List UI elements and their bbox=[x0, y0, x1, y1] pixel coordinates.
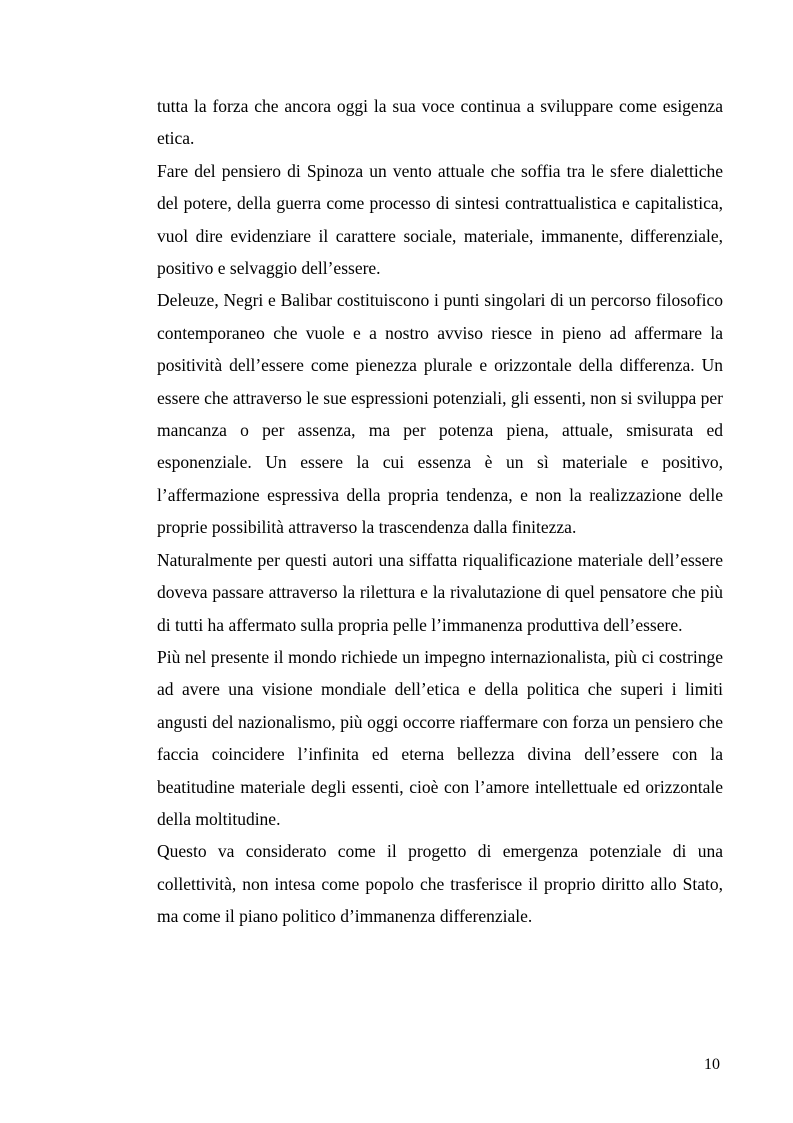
paragraph-3: Deleuze, Negri e Balibar costituiscono i punti singolari di un percorso filosofico contemporaneo che vuole e a nostro avviso riesce in pieno ad affermare la positività dell’essere come pienezza plurale e orizzontale della differenza. Un essere che attraverso le sue espressioni potenziali, gli essenti, non si sviluppa per mancanza o per assenza, ma per potenza piena, attuale, smisurata ed esponenziale. Un essere la cui essenza è un sì materiale e positivo, l’affermazione espressiva della propria tendenza, e non la realizzazione delle proprie possibilità attraverso la trascendenza dalla finitezza. bbox=[157, 290, 723, 538]
paragraph-4: Naturalmente per questi autori una siffatta riqualificazione materiale dell’essere doveva passare attraverso la rilettura e la rivalutazione di quel pensatore che più di tutti ha affermato sulla propria pelle l’immanenza produttiva dell’essere. bbox=[157, 549, 723, 635]
paragraph-1: tutta la forza che ancora oggi la sua voce continua a sviluppare come esigenza etica. bbox=[157, 96, 723, 149]
paragraph-6: Questo va considerato come il progetto di emergenza potenziale di una collettività, non intesa come popolo che trasferisce il proprio diritto allo Stato, ma come il piano politico d’immanenza differenziale. bbox=[157, 841, 723, 927]
body-text bbox=[157, 90, 723, 933]
paragraph-5: Più nel presente il mondo richiede un impegno internazionalista, più ci costringe ad avere una visione mondiale dell’etica e della politica che superi i limiti angusti del nazionalismo, più oggi occorre riaffermare con forza un pensiero che faccia coincidere l’infinita ed eterna bellezza divina dell’essere con la beatitudine materiale degli essenti, cioè con l’amore intellettuale ed orizzontale della moltitudine. bbox=[157, 646, 723, 829]
paragraph-2: Fare del pensiero di Spinoza un vento attuale che soffia tra le sfere dialettiche del potere, della guerra come processo di sintesi contrattualistica e capitalistica, vuol dire evidenziare il carattere sociale, materiale, immanente, differenziale, positivo e selvaggio dell’essere. bbox=[157, 160, 723, 279]
page-number: 10 bbox=[704, 1056, 720, 1073]
